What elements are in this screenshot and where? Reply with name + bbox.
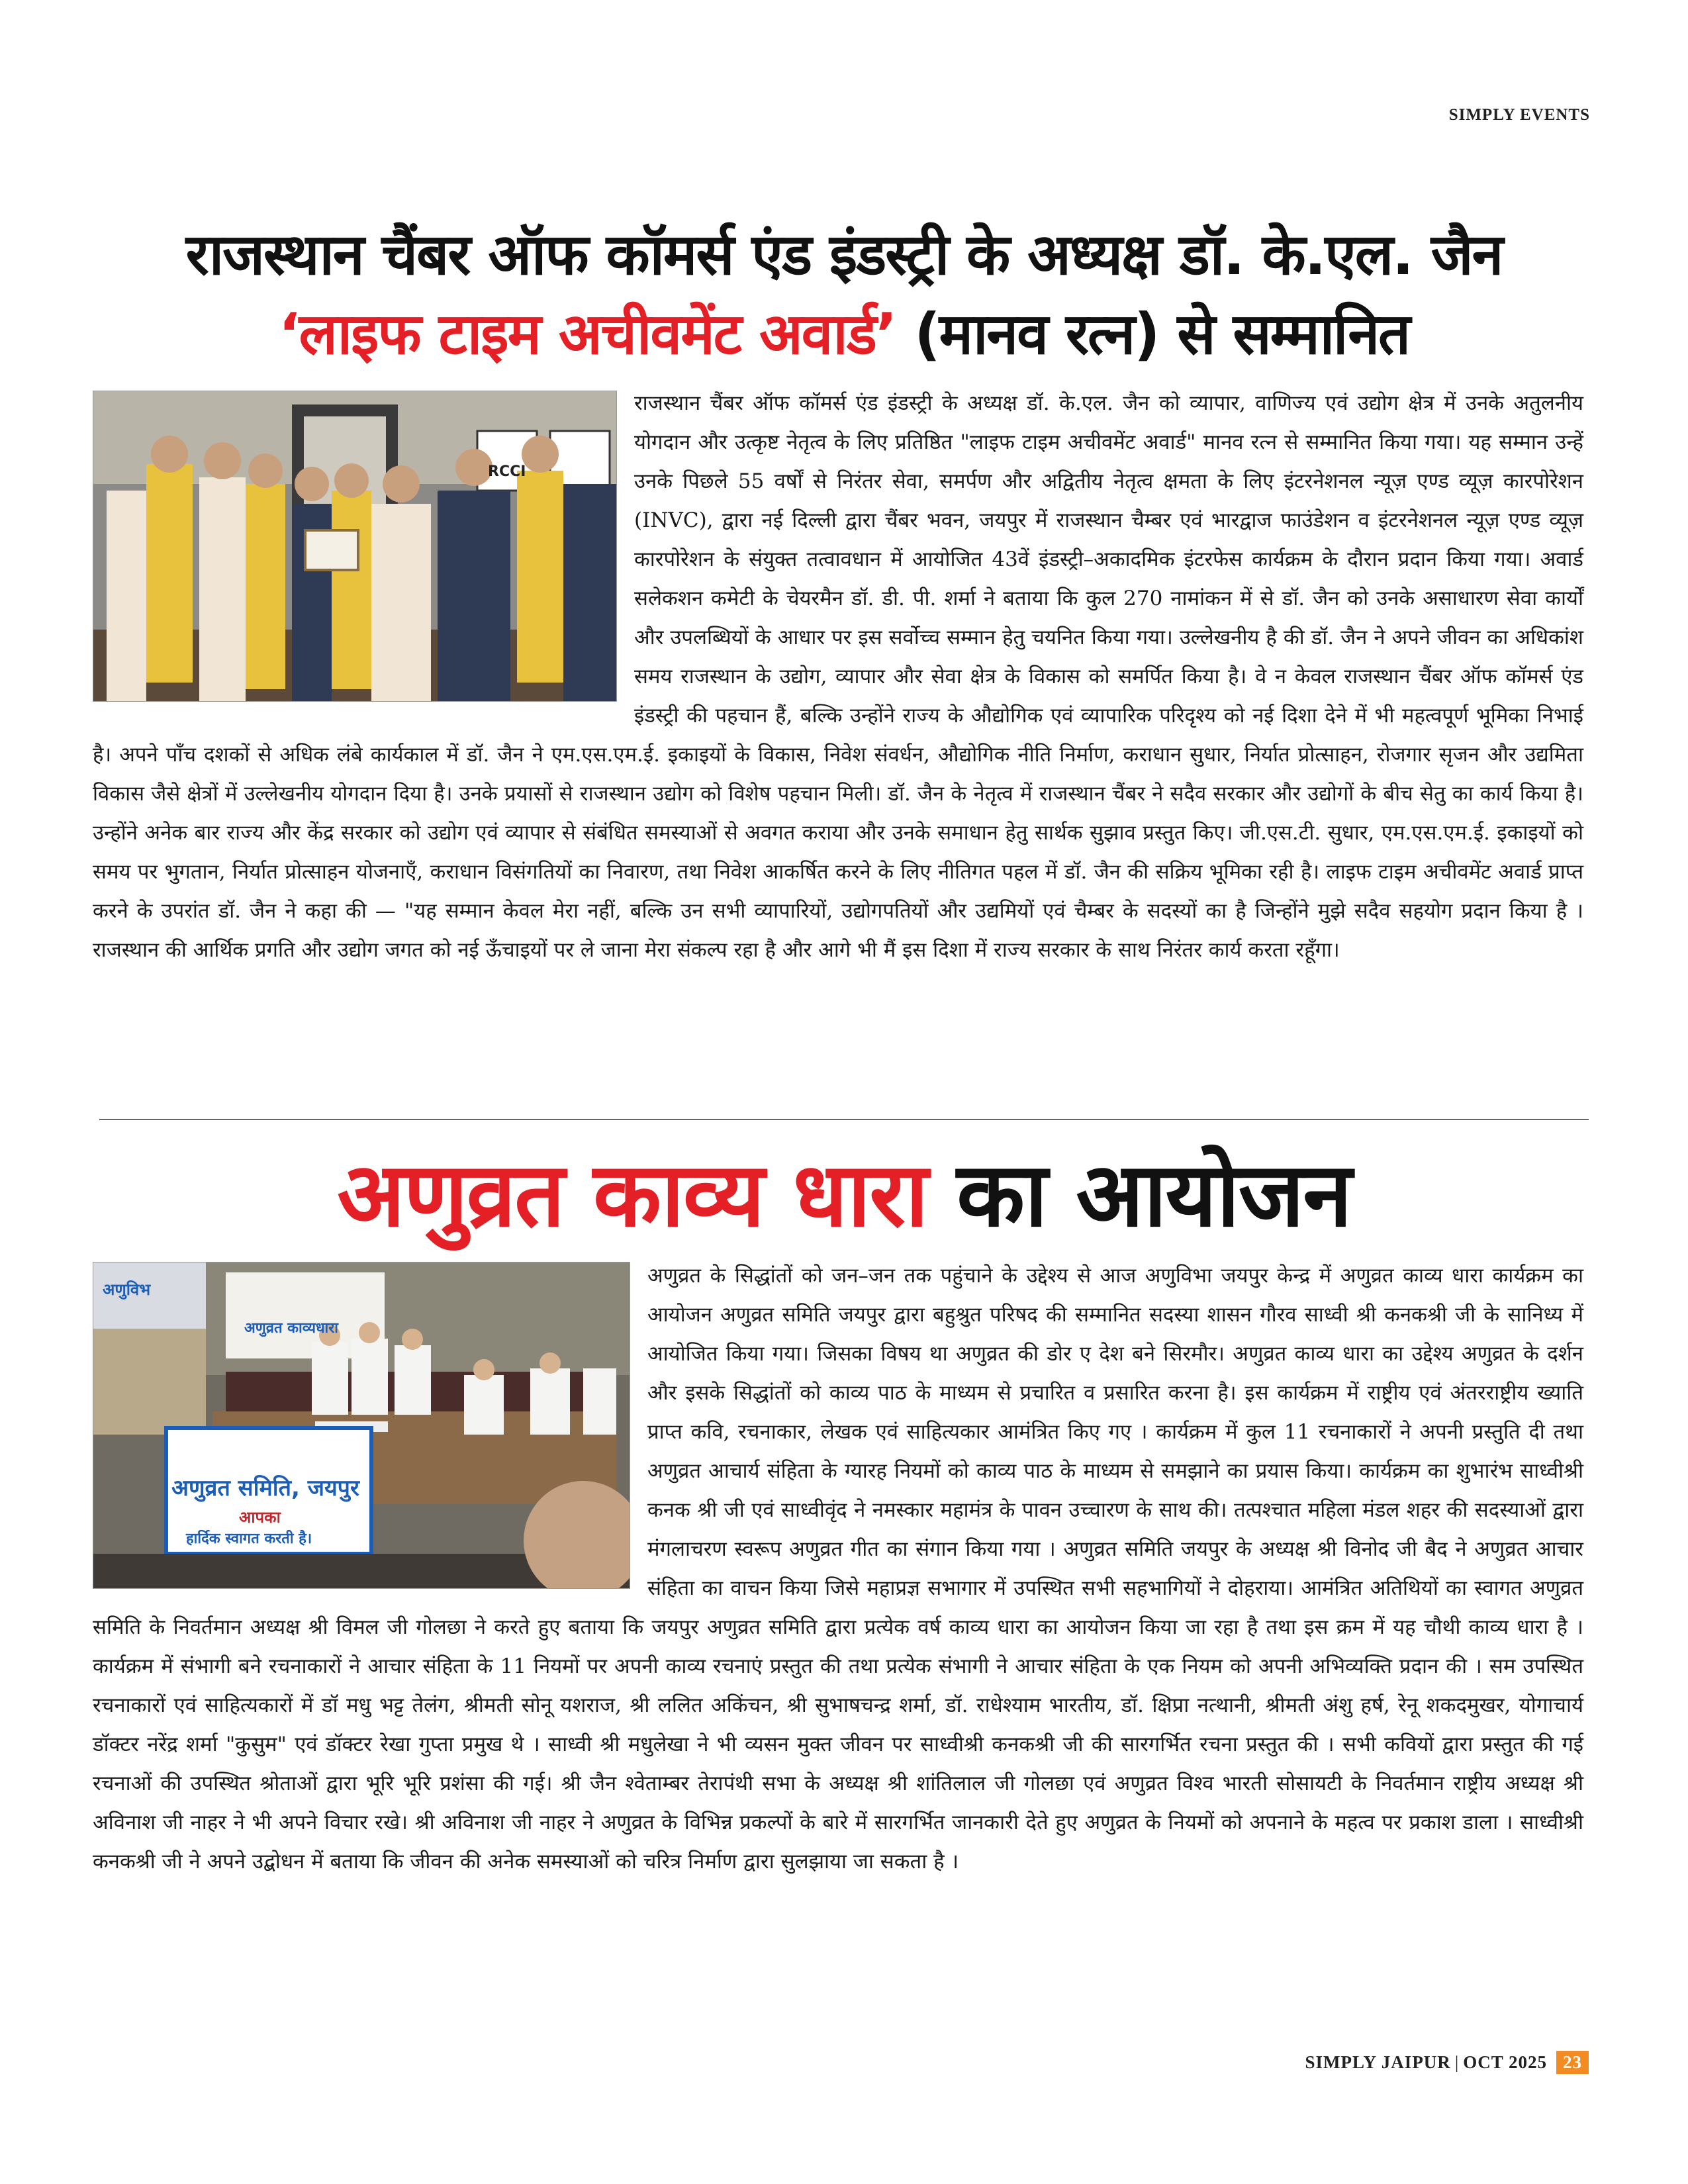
- section-label: SIMPLY EVENTS: [1448, 106, 1590, 124]
- article2-headline: [0, 1139, 1688, 1251]
- article2-headline-black: का आयोजन: [927, 1143, 1351, 1247]
- article1-body: राजस्थान चैंबर ऑफ कॉमर्स एंड इंडस्ट्री के अध्यक्ष डॉ. के.एल. जैन को व्यापार, वाणिज्य एवं उद्योग क्षेत्र में उनके अतुलनीय योगदान और उत्कृष्ट नेतृत्व के लिए प्रतिष्ठित "लाइफ टाइम अचीवमेंट अवार्ड" मानव रत्न से सम्मानित किया गया। यह सम्मान उन्हें उनके पिछले 55 वर्षों से निरंतर सेवा, समर्पण और अद्वितीय नेतृत्व क्षमता के लिए इंटरनेशनल न्यूज़ एण्ड व्यूज़ कारपोरेशन (INVC), द्वारा नई दिल्ली द्वारा चैंबर भवन, जयपुर में राजस्थान चैम्बर एवं भारद्वाज फाउंडेशन व इंटरनेशनल न्यूज़ एण्ड व्यूज़ कारपोरेशन के संयुक्त तत्वावधान में आयोजित 43वें इंडस्ट्री–अकादमिक इंटरफेस कार्यक्रम के दौरान प्रदान किया गया। अवार्ड सलेकशन कमेटी के चेयरमैन डॉ. डी. पी. शर्मा ने बताया कि कुल 270 नामांकन में से डॉ. जैन को उनके असाधारण सेवा कार्यों और उपलब्धियों के आधार पर इस सर्वोच्च सम्मान हेतु चयनित किया गया। उल्लेखनीय है की डॉ. जैन ने अपने जीवन का अधिकांश समय राजस्थान के उद्योग, व्यापार और सेवा क्षेत्र के विकास को समर्पित किया है। वे न केवल राजस्थान चैंबर ऑफ कॉमर्स एंड इंडस्ट्री की पहचान हैं, बल्कि उन्होंने राज्य के औद्योगिक एवं व्यापारिक परिदृश्य को नई दिशा देने में भी महत्वपूर्ण भूमिका निभाई है। अपने पाँच दशकों से अधिक लंबे कार्यकाल में डॉ. जैन ने एम.एस.एम.ई. इकाइयों के विकास, निवेश संवर्धन, औद्योगिक नीति निर्माण, कराधान सुधार, निर्यात प्रोत्साहन, रोजगार सृजन और उद्यमिता विकास जैसे क्षेत्रों में उल्लेखनीय योगदान दिया है। उनके प्रयासों से राजस्थान उद्योग को विशेष पहचान मिली। डॉ. जैन के नेतृत्व में राजस्थान चैंबर ने सदैव सरकार और उद्योगों के बीच सेतु का कार्य किया है। उन्होंने अनेक बार राज्य और केंद्र सरकार को उद्योग एवं व्यापार से संबंधित समस्याओं से अवगत कराया और उनके समाधान हेतु सार्थक सुझाव प्रस्तुत किए। जी.एस.टी. सुधार, एम.एस.एम.ई. इकाइयों को समय पर भुगतान, निर्यात प्रोत्साहन योजनाएँ, कराधान विसंगतियों का निवारण, तथा निवेश आकर्षित करने के लिए नीतिगत पहल में डॉ. जैन की सक्रिय भूमिका रही है। लाइफ टाइम अचीवमेंट अवार्ड प्राप्त करने के उपरांत डॉ. जैन ने कहा की — "यह सम्मान केवल मेरा नहीं, बल्कि उन सभी व्यापारियों, उद्योगपतियों और उद्यमियों एवं चैम्बर के सदस्यों का है जिन्होंने मुझे सदैव सहयोग प्रदान किया है । राजस्थान की आर्थिक प्रगति और उद्योग जगत को नई ऊँचाइयों पर ले जाना मेरा संकल्प रहा है और आगे भी मैं इस दिशा में राज्य सरकार के साथ निरंतर कार्य करता रहूँगा।: [93, 391, 1583, 962]
- article2-headline-red: अणुव्रत काव्य धारा: [337, 1143, 927, 1247]
- stage-screen-text: अणुव्रत काव्यधारा: [244, 1320, 338, 1337]
- article1-headline-award: ‘लाइफ टाइम अचीवमेंट अवार्ड’: [278, 301, 896, 367]
- award-ceremony-image: [93, 391, 616, 701]
- footer-magazine: SIMPLY JAIPUR: [1305, 2052, 1451, 2072]
- welcome-banner-line1: अणुव्रत समिति, जयपुर: [171, 1475, 359, 1501]
- welcome-banner-line3: हार्दिक स्वागत करती है।: [186, 1531, 312, 1547]
- article2-photo: [93, 1262, 630, 1589]
- section-divider: [99, 1119, 1589, 1120]
- article1: [93, 384, 1583, 970]
- poetry-event-image: [93, 1262, 630, 1588]
- rcci-banner-text: RCCI: [488, 463, 526, 480]
- article1-headline-line1: राजस्थान चैंबर ऑफ कॉमर्स एंड इंडस्ट्री के अध्यक्ष डॉ. के.एल. जैन: [185, 222, 1503, 288]
- footer-issue: OCT 2025: [1463, 2052, 1547, 2072]
- article2-body: अणुव्रत के सिद्धांतों को जन–जन तक पहुंचाने के उद्देश्य से आज अणुविभा जयपुर केन्द्र में अणुव्रत काव्य धारा कार्यक्रम का आयोजन अणुव्रत समिति जयपुर द्वारा बहुश्रुत परिषद की सम्मानित सदस्या शासन गौरव साध्वी श्री कनकश्री जी के सानिध्य में आयोजित किया गया। जिसका विषय था अणुव्रत की डोर ए देश बने सिरमौर। अणुव्रत काव्य धारा का उद्देश्य अणुव्रत के दर्शन और इसके सिद्धांतों को काव्य पाठ के माध्यम से प्रचारित व प्रसारित करना है। इस कार्यक्रम में राष्ट्रीय एवं अंतरराष्ट्रीय ख्याति प्राप्त कवि, रचनाकार, लेखक एवं साहित्यकार आमंत्रित किए गए । कार्यक्रम में कुल 11 रचनाकारों ने अपनी प्रस्तुति दी तथा अणुव्रत आचार्य संहिता के ग्यारह नियमों को काव्य पाठ के माध्यम से समझाने का प्रयास किया। कार्यक्रम का शुभारंभ साध्वीश्री कनक श्री जी एवं साध्वीवृंद ने नमस्कार महामंत्र के पावन उच्चारण के साथ की। तत्पश्चात महिला मंडल शहर की सदस्याओं द्वारा मंगलाचरण स्वरूप अणुव्रत गीत का संगान किया गया । अणुव्रत समिति जयपुर के अध्यक्ष श्री विनोद जी बैद ने अणुव्रत आचार संहिता का वाचन किया जिसे महाप्रज्ञ सभागार में उपस्थित सभी सहभागियों ने दोहराया। आमंत्रित अतिथियों का स्वागत अणुव्रत समिति के निवर्तमान अध्यक्ष श्री विमल जी गोलछा ने करते हुए बताया कि जयपुर अणुव्रत समिति द्वारा प्रत्येक वर्ष काव्य धारा का आयोजन किया जा रहा है तथा इस क्रम में यह चौथी काव्य धारा है । कार्यक्रम में संभागी बने रचनाकारों ने आचार संहिता के 11 नियमों पर अपनी काव्य रचनाएं प्रस्तुत की तथा प्रत्येक संभागी ने आचार संहिता के एक नियम को अपनी अभिव्यक्ति प्रदान की । सम उपस्थित रचनाकारों एवं साहित्यकारों में डॉ मधु भट्ट तेलंग, श्रीमती सोनू यशराज, श्री ललित अकिंचन, श्री सुभाषचन्द्र शर्मा, डॉ. राधेश्याम भारतीय, डॉ. क्षिप्रा नत्थानी, श्रीमती अंशु हर्ष, रेनू शकदमुखर, योगाचार्य डॉक्टर नरेंद्र शर्मा "कुसुम" एवं डॉक्टर रेखा गुप्ता प्रमुख थे । साध्वी श्री मधुलेखा ने भी व्यसन मुक्त जीवन पर साध्वीश्री कनकश्री जी की सारगर्भित रचना प्रस्तुत की । सभी कवियों द्वारा प्रस्तुत की गई रचनाओं की उपस्थित श्रोताओं द्वारा भूरि भूरि प्रशंसा की गई। श्री जैन श्वेताम्बर तेरापंथी सभा के अध्यक्ष श्री शांतिलाल जी गोलछा एवं अणुव्रत विश्व भारती सोसायटी के निवर्तमान राष्ट्रीय अध्यक्ष श्री अविनाश जी नाहर ने भी अपने विचार रखे। श्री अविनाश जी नाहर ने अणुव्रत के विभिन्न प्रकल्पों के बारे में सारगर्भित जानकारी देते हुए अणुव्रत के नियमों को अपनाने के महत्व पर प्रकाश डाला । साध्वीश्री कनकश्री जी ने अपने उद्बोधन में बताया कि जीवन की अनेक समस्याओं को चरित्र निर्माण द्वारा सुलझाया जा सकता है ।: [93, 1264, 1583, 1874]
- article1-headline-rest: (मानव रत्न) से सम्मानित: [896, 301, 1410, 367]
- welcome-banner-line2: आपका: [239, 1508, 281, 1527]
- page-footer: SIMPLY JAIPUR | OCT 2025 23: [1305, 2051, 1589, 2074]
- page-number: 23: [1556, 2051, 1589, 2074]
- corner-building-text: अणुविभ: [103, 1280, 151, 1299]
- article1-headline-line2: [0, 298, 1688, 371]
- article1-photo: [93, 391, 617, 702]
- article2: [93, 1257, 1583, 1881]
